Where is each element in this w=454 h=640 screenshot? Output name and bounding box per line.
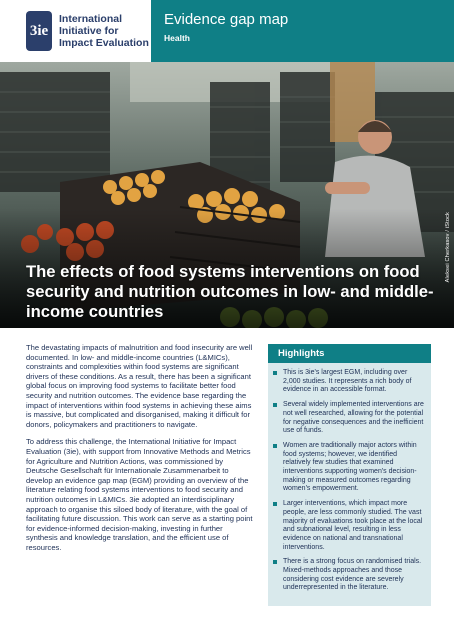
photo-credit: Aleksei Cherkasov / iStock <box>445 212 451 283</box>
highlight-item <box>273 401 425 436</box>
highlight-text: Larger interventions, which impact more people, are less commonly studied. The vast majority of evaluations took place at the local and subnational level, resulting in less evidence on national and transnational interventions. <box>283 500 423 551</box>
intro-column <box>26 343 256 560</box>
doc-type: Evidence gap map <box>164 11 289 28</box>
highlight-text: This is 3ie's largest EGM, including over 2,000 studies. It represents a rich body of evidence in an accessible format. <box>283 369 412 394</box>
highlight-item <box>273 500 425 552</box>
header <box>0 0 454 62</box>
square-bullet-icon <box>273 403 277 407</box>
hero-photo <box>0 62 454 328</box>
3ie-logo <box>26 11 52 51</box>
highlight-item <box>273 558 425 593</box>
intro-paragraph: The devastating impacts of malnutrition and food insecurity are well documented. In low- and middle-income countries (L&MICs), constraints and complexities within food systems are significant drivers of these conditions. As a result, there has been a significant global focus on improving food systems to facilitate better food security and nutrition outcomes. The evidence base regarding the impact of interventions within food systems in achieving these aims is massive, but complicated and disorganised, making it difficult for donors, policymakers and practitioners to navigate. <box>26 343 253 429</box>
highlights-box <box>268 344 431 606</box>
highlight-text: Women are traditionally major actors within food systems; however, we identified relatively few studies that examined interventions supporting women's decision-making or measured outcomes regarding women's empowerment. <box>283 441 417 493</box>
highlight-text: There is a strong focus on randomised trials. Mixed-methods approaches and those considering cost evidence are severely underrepresented in the literature. <box>283 558 422 592</box>
square-bullet-icon <box>273 560 277 564</box>
highlights-list <box>268 363 431 593</box>
square-bullet-icon <box>273 371 277 375</box>
page-title: The effects of food systems interventions on food security and nutrition outcomes in low- and middle- income countries <box>26 262 434 321</box>
intro-paragraph: To address this challenge, the International Initiative for Impact Evaluation (3ie), with support from Innovative Methods and Metrics for Agriculture and Nutrition Actions, was commissioned by Deutsche Gesellschaft für Internationale Zusammenarbeit to develop an evidence gap map (EGM) providing an overview of the literature relating food systems interventions to food security and nutrition outcomes in L&MICs. 3ie adopted an interdisciplinary approach to organise this siloed body of literature, with the goal of facilitating future discussion. This work can serve as a starting point for evidence-informed decision-making, investing in further synthesis and knowledge translation, and the efficient use of resources. <box>26 437 253 552</box>
square-bullet-icon <box>273 444 277 448</box>
highlight-text: Several widely implemented interventions are not well researched, allowing for the potential for negative consequences and the inefficient use of funds. <box>283 401 424 435</box>
org-name: International Initiative for Impact Evaluation <box>59 13 149 49</box>
highlight-item <box>273 442 425 494</box>
logo-mark: 3ie <box>29 22 49 39</box>
highlights-title: Highlights <box>268 344 431 363</box>
header-band <box>151 0 454 62</box>
square-bullet-icon <box>273 502 277 506</box>
highlight-item <box>273 369 425 395</box>
subject-label: Health <box>164 33 190 43</box>
